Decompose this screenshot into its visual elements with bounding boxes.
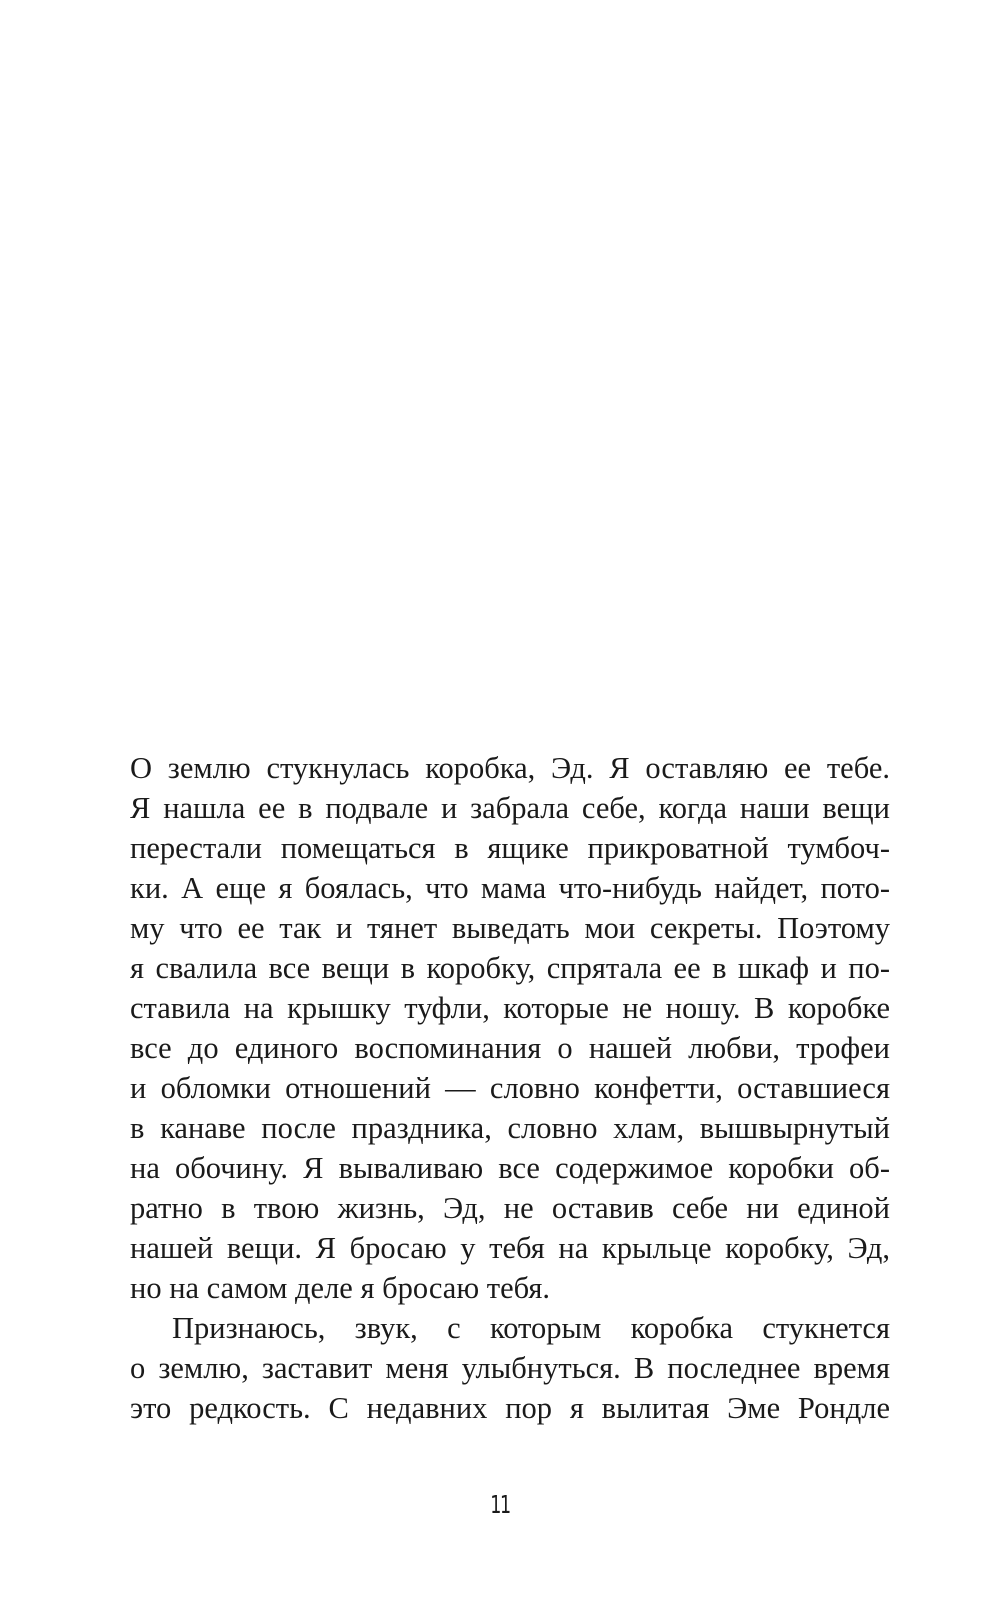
text-line: но на самом деле я бросаю тебя.	[130, 1271, 551, 1305]
text-line: это редкость. С недавних пор я вылитая Эме Рондле	[130, 1391, 890, 1425]
text-line: ки. А еще я боялась, что мама что-нибудь найдет, пото-	[130, 871, 890, 905]
text-line: нашей вещи. Я бросаю у тебя на крыльце коробку, Эд,	[130, 1231, 890, 1265]
text-line: на обочину. Я вываливаю все содержимое коробки об-	[130, 1151, 890, 1185]
paragraph-2	[130, 1308, 890, 1428]
text-line: я свалила все вещи в коробку, спрятала ее в шкаф и по-	[130, 951, 890, 985]
text-line: все до единого воспоминания о нашей любви, трофеи	[130, 1031, 890, 1065]
text-line: перестали помещаться в ящике прикроватной тумбоч-	[130, 831, 890, 865]
text-line: ратно в твою жизнь, Эд, не оставив себе ни единой	[130, 1191, 890, 1225]
body-text	[130, 748, 890, 1428]
text-line: о землю, заставит меня улыбнуться. В последнее время	[130, 1351, 890, 1385]
text-line: Я нашла ее в подвале и забрала себе, когда наши вещи	[130, 791, 890, 825]
text-line: и обломки отношений — словно конфетти, оставшиеся	[130, 1071, 890, 1105]
page-number: 11	[490, 1490, 510, 1519]
paragraph-1	[130, 748, 890, 1308]
text-line: Признаюсь, звук, с которым коробка стукнется	[172, 1311, 890, 1345]
text-line: в канаве после праздника, словно хлам, вышвырнутый	[130, 1111, 890, 1145]
text-line: му что ее так и тянет выведать мои секреты. Поэтому	[130, 911, 890, 945]
text-line: ставила на крышку туфли, которые не ношу. В коробке	[130, 991, 890, 1025]
text-line: О землю стукнулась коробка, Эд. Я оставляю ее тебе.	[130, 751, 890, 785]
